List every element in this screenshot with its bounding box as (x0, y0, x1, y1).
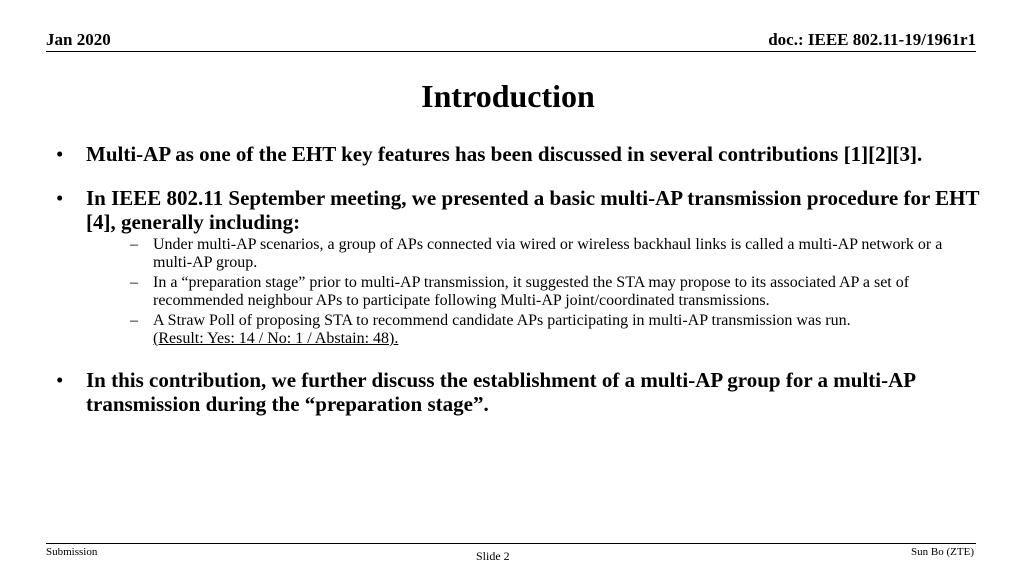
slide-title: Introduction (421, 78, 595, 114)
dash-marker: – (130, 274, 138, 291)
footer-author: Sun Bo (ZTE) (911, 546, 974, 558)
footer-submission: Submission (46, 546, 98, 558)
sub-bullet-2-text: In a “preparation stage” prior to multi-AP transmission, it suggested the STA may propose to its associated AP a set of recommended neighbour APs to participate following Multi-AP joint/coordinated transmissions. (153, 274, 910, 309)
footer-slide-number: Slide 2 (476, 549, 510, 563)
bullet-1-text: Multi-AP as one of the EHT key features has been discussed in several contributions [1][2][3]. (86, 142, 923, 166)
dash-marker: – (130, 312, 138, 329)
sub-bullet-list (86, 236, 982, 348)
bullet-3-text: In this contribution, we further discuss the establishment of a multi-AP group for a multi-AP transmission during the “preparation stage”. (86, 368, 915, 416)
slide-body (52, 142, 982, 416)
bullet-marker: • (56, 368, 64, 392)
sub-bullet-1 (86, 236, 982, 272)
bullet-marker: • (56, 142, 64, 166)
bullet-3 (52, 368, 982, 416)
sub-bullet-3 (86, 312, 982, 348)
header-doc-id: doc.: IEEE 802.11-19/1961r1 (768, 30, 976, 49)
footer-divider (46, 543, 976, 544)
bullet-1 (52, 142, 982, 166)
sub-bullet-3-text: A Straw Poll of proposing STA to recommend candidate APs participating in multi-AP transmission was run. (153, 312, 851, 329)
header-date: Jan 2020 (46, 30, 111, 49)
dash-marker: – (130, 236, 138, 253)
bullet-2-text: In IEEE 802.11 September meeting, we presented a basic multi-AP transmission procedure for EHT [4], generally including: (86, 186, 980, 234)
bullet-2 (52, 186, 982, 348)
header-divider (46, 51, 976, 52)
sub-bullet-2 (86, 274, 982, 310)
sub-bullet-1-text: Under multi-AP scenarios, a group of APs connected via wired or wireless backhaul links is called a multi-AP network or a multi-AP group. (153, 236, 943, 271)
bullet-marker: • (56, 186, 64, 210)
straw-poll-result: (Result: Yes: 14 / No: 1 / Abstain: 48). (153, 330, 399, 347)
